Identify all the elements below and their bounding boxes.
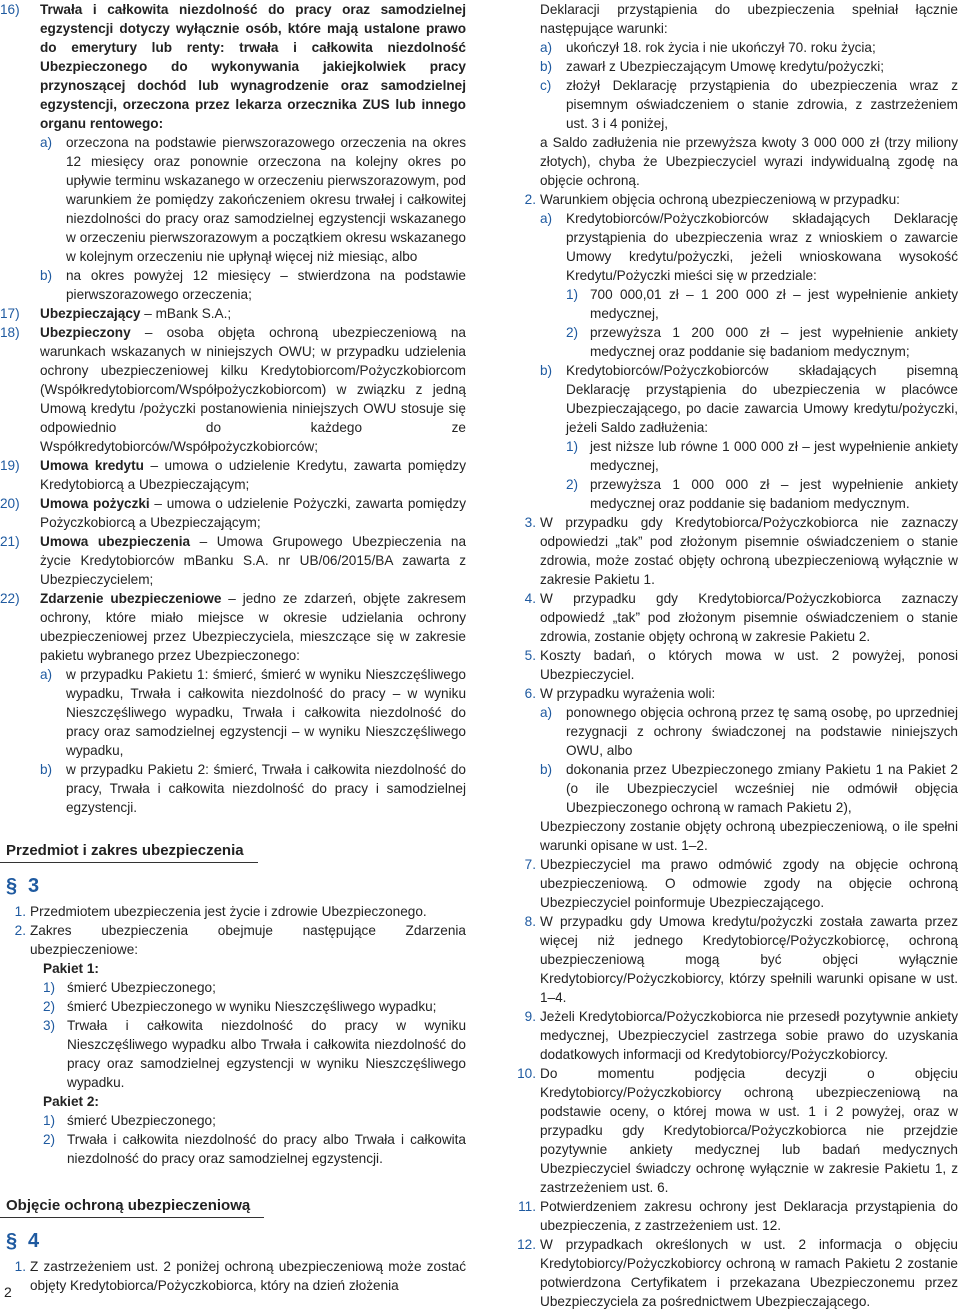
pakiet-1-heading bbox=[30, 959, 466, 978]
section4-item-12 bbox=[510, 1235, 958, 1311]
item-number: 3) bbox=[43, 1018, 56, 1033]
item-2-b-2 bbox=[566, 475, 958, 513]
definition-term: Ubezpieczony bbox=[40, 325, 131, 340]
definition-text: – umowa o udzielenie Kredytu, zawarta pomiędzy Kredytobiorcą a Ubezpieczającym; bbox=[40, 458, 466, 492]
section3-item-2 bbox=[0, 921, 466, 959]
item-number: 20) bbox=[0, 496, 20, 511]
definition-text: Trwała i całkowita niezdolność do pracy oraz samodzielnej egzystencji dotyczy wyłącznie osób, które mają ustalone prawo do emerytury lub renty: trwała i całkowita niezdolność Ubezpieczonego do wykonywania jakiejkolwiek pracy przynoszącej dochód lub wynagrodzenie oraz samodzielnej egzystencji, orzeczona przez lekarza orzecznika ZUS lub innego organu rentowego: bbox=[40, 2, 466, 131]
item-letter: a) bbox=[40, 135, 53, 150]
definition-22 bbox=[0, 589, 466, 665]
item-number: 2. bbox=[14, 923, 26, 938]
pakiet1-item-1 bbox=[43, 978, 466, 997]
item-number: 2) bbox=[566, 477, 579, 492]
item-number: 1. bbox=[14, 1259, 26, 1274]
item-2-b-1 bbox=[566, 437, 958, 475]
item-text: Kredytobiorców/Pożyczkobiorców składających Deklarację przystąpienia do ubezpieczenia wraz z wnioskiem o zawarcie Umowy kredytu/pożyczki, jeżeli wnioskowana wysokość Kredytu/Pożyczki mieści się w przedziale: bbox=[566, 211, 958, 283]
definition-18 bbox=[0, 323, 466, 456]
item-number: 7. bbox=[524, 857, 536, 872]
saldo-text: a Saldo zadłużenia nie przewyższa kwoty 3 000 000 zł (trzy miliony złotych), chyba że Ubezpieczyciel wyrazi indywidualną zgodę na objęcie ochroną. bbox=[540, 135, 958, 188]
item-text: Trwała i całkowita niezdolność do pracy w wyniku Nieszczęśliwego wypadku albo Trwała i całkowita niezdolność do pracy oraz samodzielnej egzystencji w wyniku Nieszczęśliwego wypadku. bbox=[67, 1018, 466, 1090]
item-number: 18) bbox=[0, 325, 20, 340]
item-text: Kredytobiorców/Pożyczkobiorców składających pisemną Deklarację przystąpienia do ubezpieczenia w placówce Ubezpieczającego, po dacie zawarcia Umowy kredytu/pożyczki, jeżeli Saldo zadłużenia: bbox=[566, 363, 958, 435]
definition-16 bbox=[0, 0, 466, 133]
item-text: śmierć Ubezpieczonego w wyniku Nieszczęśliwego wypadku; bbox=[67, 999, 437, 1014]
item-text: jest niższe lub równe 1 000 000 zł – jest wypełnienie ankiety medycznej, bbox=[590, 439, 958, 473]
condition-a bbox=[540, 38, 958, 57]
page-number: 2 bbox=[4, 1284, 12, 1300]
item-text: orzeczona na podstawie pierwszorazowego orzeczenia na okres 12 miesięcy oraz ponownie orzeczona na kolejny okres po upływie terminu wskazanego w orzeczeniu pierwszorazowym, pod warunkiem że pomiędzy zakończeniem okresu trwałej i całkowitej niezdolności do pracy oraz samodzielnej egzystencji wskazanego w orzeczeniu pierwszorazowym a początkiem okresu wskazanego w kolejnym orzeczeniu nie upłynął więcej niż miesiąc, albo bbox=[66, 135, 466, 264]
item-number: 11. bbox=[518, 1199, 536, 1214]
section-heading: Objęcie ochroną ubezpieczeniową bbox=[0, 1196, 264, 1218]
item-text: W przypadku gdy Kredytobiorca/Pożyczkobiorca zaznaczy odpowiedź „tak” pod złożonym pisemnie oświadczeniem o stanie zdrowia, zostanie objęty ochroną w zakresie Pakietu 2. bbox=[540, 591, 958, 644]
item-number: 8. bbox=[524, 914, 536, 929]
item-text: zawarł z Ubezpieczającym Umowę kredytu/pożyczki; bbox=[566, 59, 885, 74]
item-text: ponownego objęcia ochroną przez tę samą osobę, po uprzedniej rezygnacji z ochrony świadczonej na podstawie niniejszych OWU, albo bbox=[566, 705, 958, 758]
section3-item-1 bbox=[0, 902, 466, 921]
section4-item-9 bbox=[510, 1007, 958, 1064]
item-letter: a) bbox=[540, 705, 553, 720]
item-number: 2) bbox=[43, 999, 56, 1014]
section4-item-1 bbox=[0, 1257, 466, 1295]
item-text: Trwała i całkowita niezdolność do pracy albo Trwała i całkowita niezdolność do pracy oraz samodzielnej egzystencji. bbox=[67, 1132, 466, 1166]
item-number: 2. bbox=[524, 192, 536, 207]
item-text: Potwierdzeniem zakresu ochrony jest Deklaracja przystąpienia do ubezpieczenia, z zastrzeżeniem ust. 12. bbox=[540, 1199, 958, 1233]
section-sign: § bbox=[6, 875, 18, 897]
right-column bbox=[510, 0, 958, 1311]
item-letter: b) bbox=[40, 268, 53, 283]
paragraph-number bbox=[0, 877, 466, 896]
item-text: W przypadku wyrażenia woli: bbox=[540, 686, 716, 701]
definition-16-a bbox=[40, 133, 466, 266]
item-letter: a) bbox=[40, 667, 53, 682]
pakiet2-item-1 bbox=[43, 1111, 466, 1130]
section-heading: Przedmiot i zakres ubezpieczenia bbox=[0, 841, 258, 863]
item-2-b bbox=[540, 361, 958, 437]
item-2-a-2 bbox=[566, 323, 958, 361]
item-text: Koszty badań, o których mowa w ust. 2 powyżej, ponosi Ubezpieczyciel. bbox=[540, 648, 958, 682]
item-text: W przypadku gdy Kredytobiorca/Pożyczkobiorca nie zaznaczy odpowiedzi „tak” pod złożonym pisemnie oświadczeniem o stanie zdrowia, może zostać objęty ochroną ubezpieczeniową wyłącznie w zakresie Pakietu 1. bbox=[540, 515, 958, 587]
item-text: przewyższa 1 000 000 zł – jest wypełnienie ankiety medycznej oraz poddanie się badaniom medycznym. bbox=[590, 477, 958, 511]
item-6-a bbox=[540, 703, 958, 760]
item-text: W przypadku gdy Umowa kredytu/pożyczki została zawarta przez więcej niż jednego Kredytobiorcę/Pożyczkobiorcę, ochroną ubezpieczeniową mogą być objęci wyłącznie Kredytobiorcy/Pożyczkobiorcy, którzy spełnili warunki opisane w ust. 1–4. bbox=[540, 914, 958, 1005]
item-text: Jeżeli Kredytobiorca/Pożyczkobiorca nie przesedł pozytywnie ankiety medycznej, Ubezpieczyciel zastrzega sobie prawo do uzyskania dodatkowych informacji od Kredytobiorcy/Pożyczkobiorcy. bbox=[540, 1009, 958, 1062]
pakiet1-item-2 bbox=[43, 997, 466, 1016]
definition-16-b bbox=[40, 266, 466, 304]
item-number: 1) bbox=[566, 287, 579, 302]
item-6-conclusion: Ubezpieczony zostanie objęty ochroną ubezpieczeniową, o ile spełni warunki opisane w ust. 1–2. bbox=[540, 819, 958, 853]
item-text: Przedmiotem ubezpieczenia jest życie i zdrowie Ubezpieczonego. bbox=[30, 904, 427, 919]
item-number: 4. bbox=[524, 591, 536, 606]
definition-22-b bbox=[40, 760, 466, 817]
definition-term: Umowa pożyczki bbox=[40, 496, 150, 511]
item-number: 2) bbox=[43, 1132, 56, 1147]
section4-item-4 bbox=[510, 589, 958, 646]
item-text: śmierć Ubezpieczonego; bbox=[67, 1113, 216, 1128]
item-text: 700 000,01 zł – 1 200 000 zł – jest wypełnienie ankiety medycznej, bbox=[590, 287, 958, 321]
item-text: ukończył 18. rok życia i nie ukończył 70. roku życia; bbox=[566, 40, 876, 55]
item-number: 17) bbox=[0, 306, 20, 321]
item-number: 16) bbox=[0, 2, 20, 17]
item-text: dokonania przez Ubezpieczonego zmiany Pakietu 1 na Pakiet 2 (o ile Ubezpieczyciel wcześniej nie odmówił objęcia Ubezpieczonego ochroną w ramach Pakietu 2), bbox=[566, 762, 958, 815]
condition-c bbox=[540, 76, 958, 133]
item-number: 3. bbox=[524, 515, 536, 530]
item-letter: b) bbox=[40, 762, 53, 777]
item-text: Zakres ubezpieczenia obejmuje następujące Zdarzenia ubezpieczeniowe: bbox=[30, 923, 466, 957]
item-text: Z zastrzeżeniem ust. 2 poniżej ochroną ubezpieczeniową może zostać objęty Kredytobiorca/Pożyczkobiorca, który na dzień złożenia bbox=[30, 1259, 466, 1293]
definition-17 bbox=[0, 304, 466, 323]
condition-b bbox=[540, 57, 958, 76]
item-6-b bbox=[540, 760, 958, 817]
item-text: w przypadku Pakietu 1: śmierć, śmierć w wyniku Nieszczęśliwego wypadku, Trwała i całkowita niezdolność do pracy – w wyniku Nieszczęśliwego wypadku, Trwała i całkowita niezdolność do pracy oraz samodzielnej egzystencji – w wyniku Nieszczęśliwego wypadku, bbox=[66, 667, 466, 758]
item-text: W przypadkach określonych w ust. 2 informacja o objęciu Kredytobiorcy/Pożyczkobiorcy ochroną w ramach Pakietu 2 zostanie potwierdzona Certyfikatem i przekazana Ubezpieczonemu przez Ubezpieczyciela za pośrednictwem Ubezpieczającego. bbox=[540, 1237, 958, 1309]
section4-item-7 bbox=[510, 855, 958, 912]
definition-term: Umowa kredytu bbox=[40, 458, 144, 473]
section4-item-5 bbox=[510, 646, 958, 684]
item-number: 19) bbox=[0, 458, 20, 473]
paragraph-number bbox=[0, 1232, 466, 1251]
definition-text: – jedno ze zdarzeń, objęte zakresem ochrony, które miało miejsce w okresie udzielania ochrony ubezpieczeniowej przez Ubezpieczyciela, mieszczące się w zakresie pakietu wybranego przez Ubezpieczonego: bbox=[40, 591, 466, 663]
item-number: 1) bbox=[43, 980, 56, 995]
definition-term: Umowa ubezpieczenia bbox=[40, 534, 191, 549]
item-number: 5. bbox=[524, 648, 536, 663]
item-number: 9. bbox=[524, 1009, 536, 1024]
item-number: 2) bbox=[566, 325, 579, 340]
pakiet-label: Pakiet 2: bbox=[43, 1094, 99, 1109]
item-number: 21) bbox=[0, 534, 20, 549]
definition-term: Ubezpieczający bbox=[40, 306, 141, 321]
definition-text: – osoba objęta ochroną ubezpieczeniową na warunkach wskazanych w niniejszych OWU; w przypadku udzielenia ochrony ubezpieczeniowej kilku Kredytobiorcom/Pożyczkobiorcom (Współkredytobiorcom/Współpożyczkobiorcom) w związku z jedną Umową kredytu /pożyczki postanowienia niniejszych OWU stosuje się odpowiednio do każdego ze Współkredytobiorców/Współpożyczkobiorców; bbox=[40, 325, 466, 454]
definition-21 bbox=[0, 532, 466, 589]
item-number: 1) bbox=[566, 439, 579, 454]
item-text: przewyższa 1 200 000 zł – jest wypełnienie ankiety medycznej oraz poddanie się badaniom medycznym; bbox=[590, 325, 958, 359]
section-number: 3 bbox=[28, 875, 40, 897]
item-letter: a) bbox=[540, 211, 553, 226]
section4-item-3 bbox=[510, 513, 958, 589]
item-number: 1. bbox=[14, 904, 26, 919]
item-text: śmierć Ubezpieczonego; bbox=[67, 980, 216, 995]
pakiet1-item-3 bbox=[43, 1016, 466, 1092]
pakiet2-item-2 bbox=[43, 1130, 466, 1168]
definition-text: – umowa o udzielenie Pożyczki, zawarta pomiędzy Pożyczkobiorcą a Ubezpieczającym; bbox=[40, 496, 466, 530]
item-letter: b) bbox=[540, 363, 553, 378]
definition-text: – mBank S.A.; bbox=[140, 306, 232, 321]
item-letter: b) bbox=[540, 59, 553, 74]
continuation-intro: Deklaracji przystąpienia do ubezpieczenia spełniał łącznie następujące warunki: bbox=[540, 2, 958, 36]
definition-20 bbox=[0, 494, 466, 532]
item-number: 10. bbox=[517, 1066, 536, 1081]
section-number: 4 bbox=[28, 1230, 40, 1252]
item-number: 22) bbox=[0, 591, 20, 606]
definition-term: Zdarzenie ubezpieczeniowe bbox=[40, 591, 222, 606]
section-sign: § bbox=[6, 1230, 18, 1252]
item-letter: b) bbox=[540, 762, 553, 777]
definition-text: – Umowa Grupowego Ubezpieczenia na życie Kredytobiorców mBanku S.A. nr UB/06/2015/BA zawarta z Ubezpieczycielem; bbox=[40, 534, 467, 587]
pakiet-2-heading bbox=[30, 1092, 466, 1111]
item-text: Do momentu podjęcia decyzji o objęciu Kredytobiorcy/Pożyczkobiorcy ochroną ubezpieczeniową na podstawie oceny, o której mowa w ust. 1 i 2 powyżej, oraz w przypadku gdy Kredytobiorca/Pożyczkobiorca nie przejdzie pozytywnie ankiety medycznej lub badań medycznych Ubezpieczyciel świadczy ochronę wyłącznie w zakresie Pakietu 1, z zastrzeżeniem ust. 6. bbox=[540, 1066, 958, 1195]
item-2-a bbox=[540, 209, 958, 285]
section4-item-11 bbox=[510, 1197, 958, 1235]
item-letter: c) bbox=[540, 78, 552, 93]
section4-item-6 bbox=[510, 684, 958, 703]
item-text: Ubezpieczyciel ma prawo odmówić zgody na objęcie ochroną ubezpieczeniową. O odmowie zgody na objęcie ochroną Ubezpieczyciel poinformuje Ubezpieczającego. bbox=[540, 857, 958, 910]
item-2-a-1 bbox=[566, 285, 958, 323]
item-text: Warunkiem objęcia ochroną ubezpieczeniową w przypadku: bbox=[540, 192, 900, 207]
definition-22-a bbox=[40, 665, 466, 760]
item-text: w przypadku Pakietu 2: śmierć, Trwała i całkowita niezdolność do pracy, Trwała i całkowita niezdolność do pracy i samodzielnej egzystencji. bbox=[66, 762, 466, 815]
item-number: 12. bbox=[517, 1237, 536, 1252]
definition-19 bbox=[0, 456, 466, 494]
item-number: 6. bbox=[524, 686, 536, 701]
item-text: na okres powyżej 12 miesięcy – stwierdzona na podstawie pierwszorazowego orzeczenia; bbox=[66, 268, 466, 302]
section4-item-8 bbox=[510, 912, 958, 1007]
left-column bbox=[0, 0, 466, 1295]
item-number: 1) bbox=[43, 1113, 56, 1128]
section4-item-10 bbox=[510, 1064, 958, 1197]
item-text: złożył Deklarację przystąpienia do ubezpieczenia wraz z pisemnym oświadczeniem o stanie zdrowia, z zastrzeżeniem ust. 3 i 4 poniżej, bbox=[566, 78, 958, 131]
item-letter: a) bbox=[540, 40, 553, 55]
pakiet-label: Pakiet 1: bbox=[43, 961, 99, 976]
section4-item-2 bbox=[510, 190, 958, 209]
